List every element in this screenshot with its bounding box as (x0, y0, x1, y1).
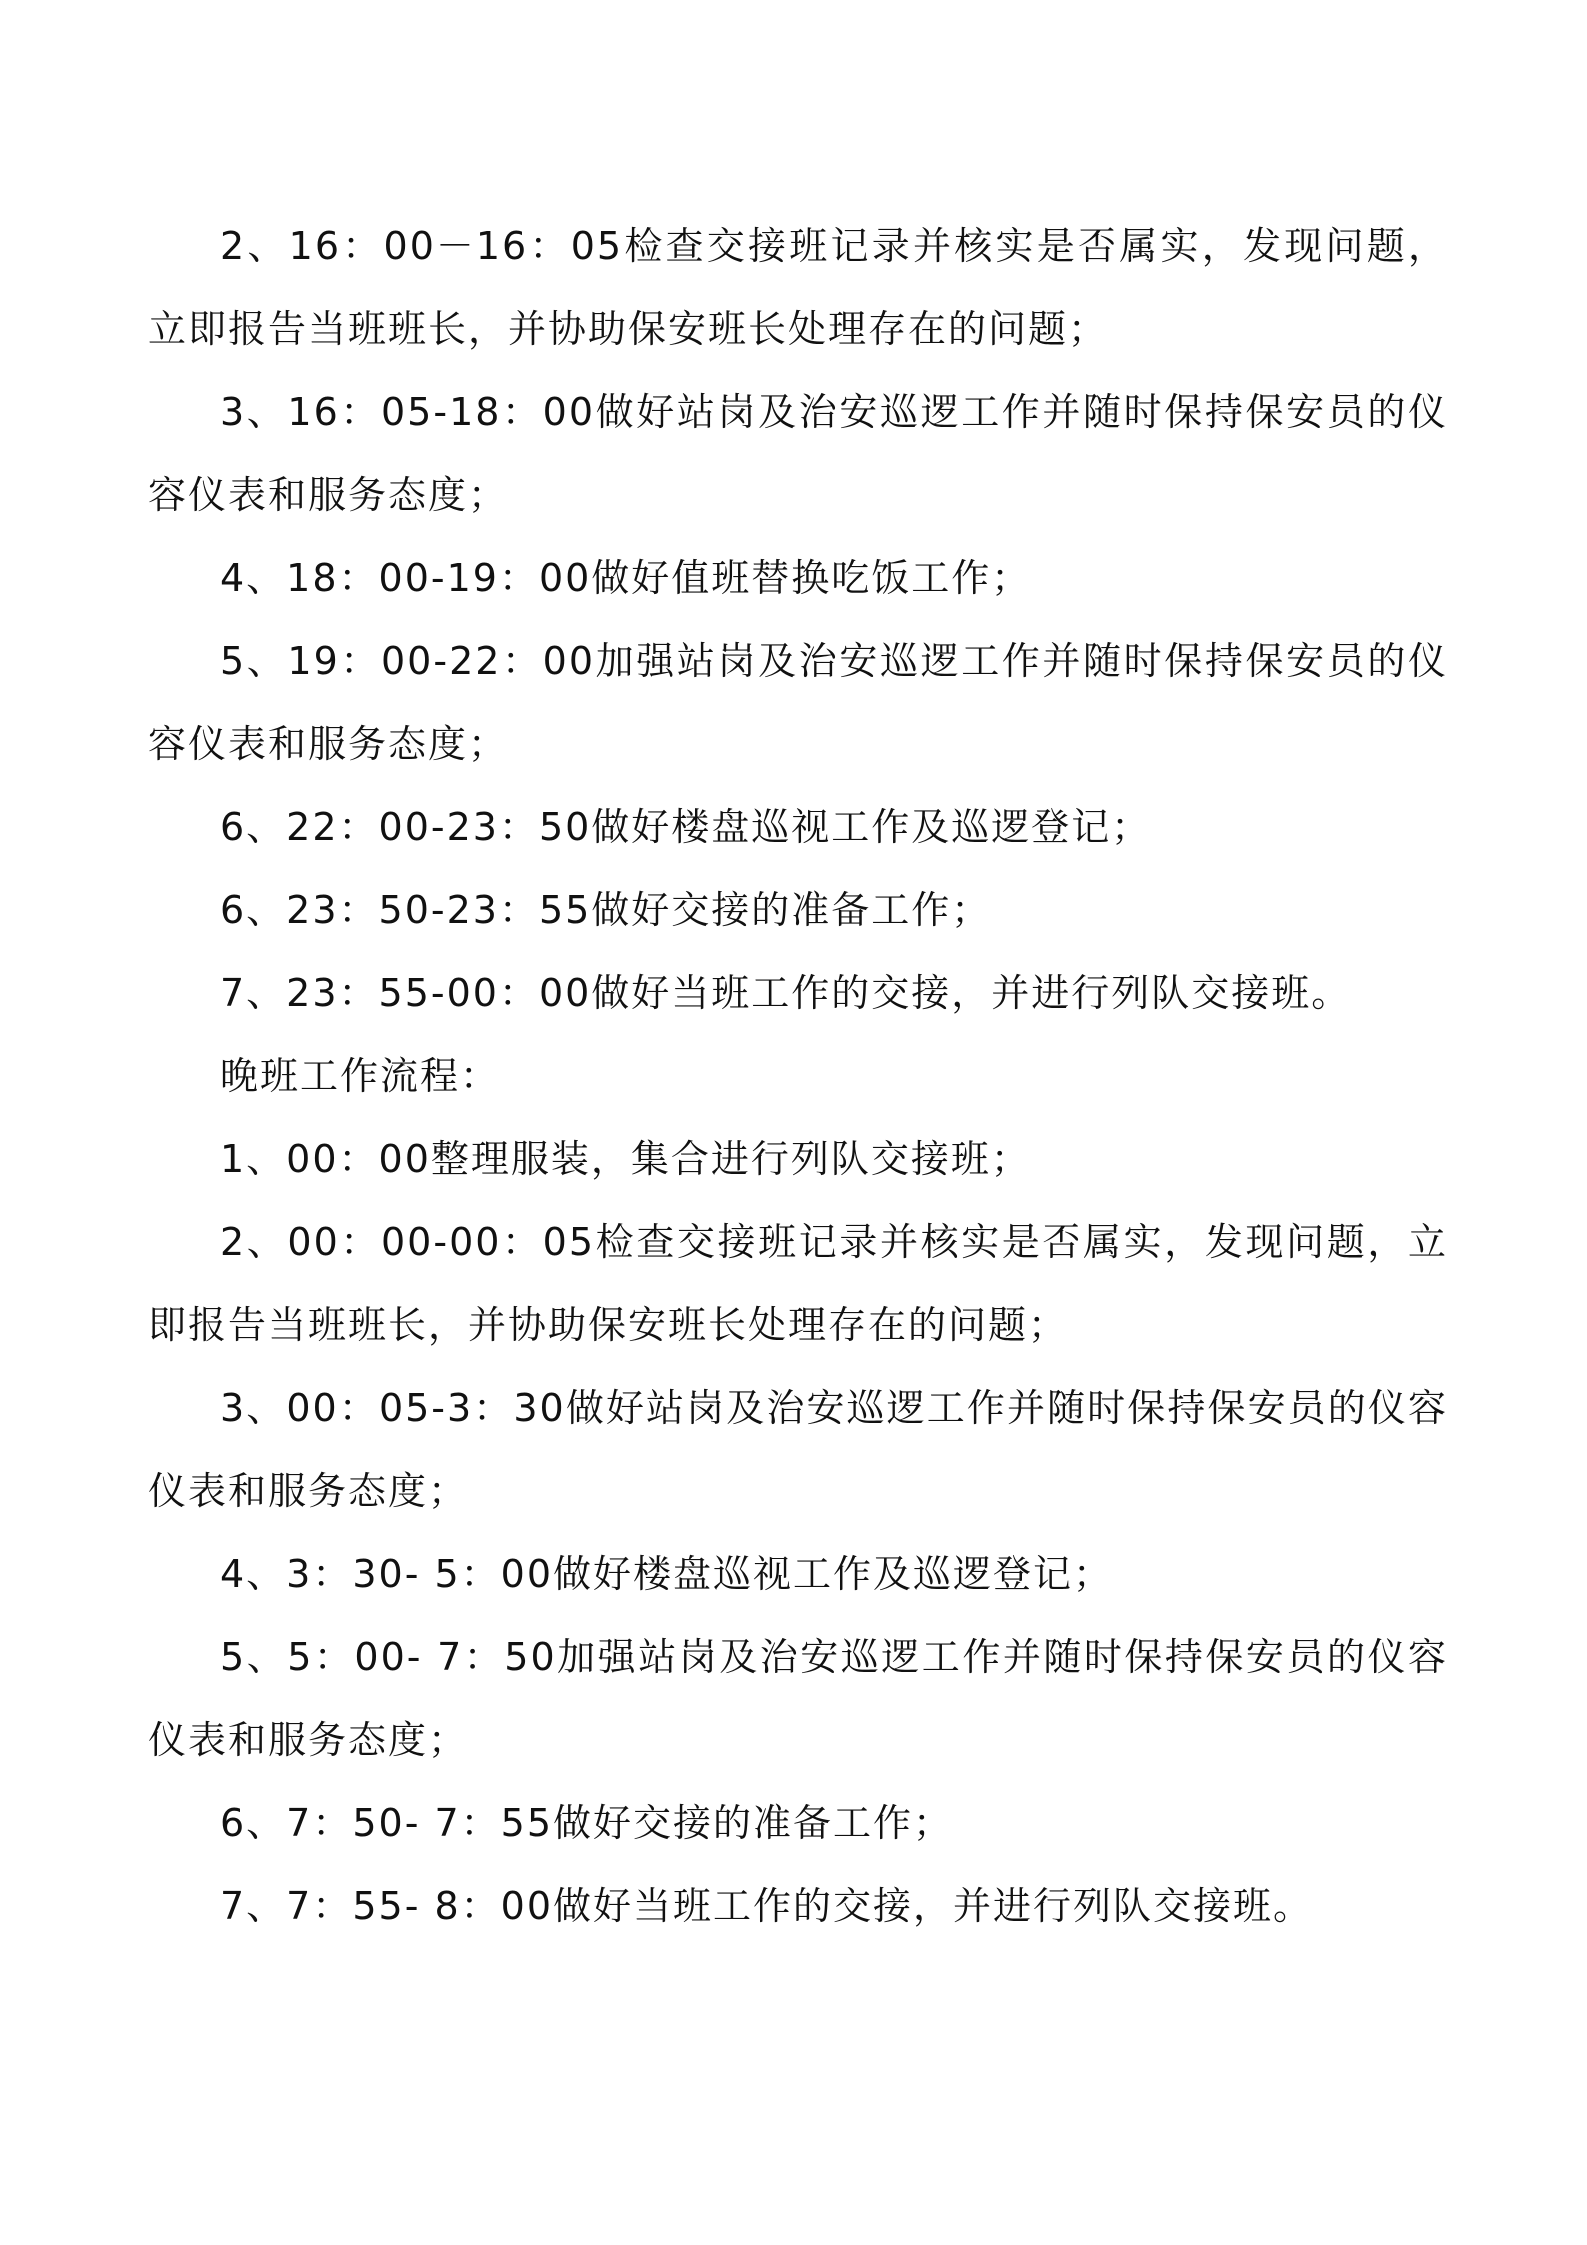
paragraph: 6、22：00-23：50做好楼盘巡视工作及巡逻登记； (220, 805, 1152, 849)
paragraph: 5、19：00-22：00加强站岗及治安巡逻工作并随时保持保安员的仪容仪表和服务态度； (148, 639, 1448, 766)
paragraph: 4、18：00-19：00做好值班替换吃饭工作； (220, 556, 1032, 600)
paragraph: 6、23：50-23：55做好交接的准备工作； (220, 888, 992, 932)
document-body (148, 205, 1448, 1948)
paragraph: 3、16：05-18：00做好站岗及治安巡逻工作并随时保持保安员的仪容仪表和服务态度； (148, 390, 1448, 517)
paragraph: 2、16：00－16：05检查交接班记录并核实是否属实，发现问题，立即报告当班班长，并协助保安班长处理存在的问题； (148, 224, 1448, 351)
paragraph: 7、7：55- 8：00做好当班工作的交接，并进行列队交接班。 (220, 1884, 1314, 1928)
paragraph: 6、7：50- 7：55做好交接的准备工作； (220, 1801, 954, 1845)
paragraph: 1、00：00整理服装，集合进行列队交接班； (220, 1137, 1031, 1181)
paragraph: 3、00：05-3：30做好站岗及治安巡逻工作并随时保持保安员的仪容仪表和服务态度； (148, 1386, 1448, 1513)
paragraph: 5、5：00- 7：50加强站岗及治安巡逻工作并随时保持保安员的仪容仪表和服务态度； (148, 1635, 1448, 1762)
paragraph: 7、23：55-00：00做好当班工作的交接，并进行列队交接班。 (220, 971, 1352, 1015)
paragraph: 4、3：30- 5：00做好楼盘巡视工作及巡逻登记； (220, 1552, 1114, 1596)
section-heading: 晚班工作流程： (220, 1054, 501, 1098)
paragraph: 2、00：00-00：05检查交接班记录并核实是否属实，发现问题，立即报告当班班长，并协助保安班长处理存在的问题； (148, 1220, 1448, 1347)
